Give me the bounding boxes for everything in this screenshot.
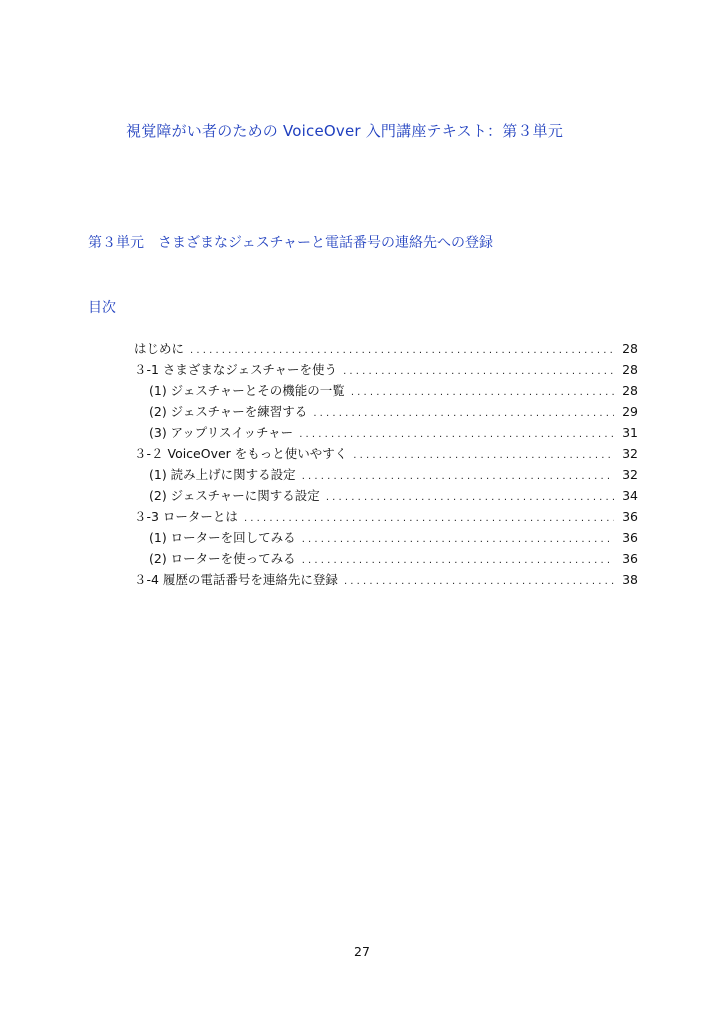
toc-entry[interactable] [134, 423, 638, 444]
toc-entry[interactable] [134, 528, 638, 549]
toc-entry-page: 36 [622, 530, 638, 545]
toc-entry-label: ３-２ VoiceOver をもっと使いやすく [134, 446, 348, 461]
toc-leader-dots [302, 534, 614, 545]
toc-entry-page: 29 [622, 404, 638, 419]
toc-leader-dots [353, 450, 614, 461]
toc-entry-page: 32 [622, 467, 638, 482]
toc-entry[interactable] [134, 570, 638, 591]
toc-leader-dots [244, 513, 614, 524]
toc-entry-label: ３-3 ローターとは [134, 509, 238, 524]
toc-leader-dots [302, 555, 614, 566]
toc-entry-label: はじめに [134, 341, 185, 356]
toc-entry-label: (1) ジェスチャーとその機能の一覧 [149, 383, 345, 398]
toc-entry-label: (1) ローターを回してみる [149, 530, 296, 545]
toc-entry-label: (2) ローターを使ってみる [149, 551, 296, 566]
toc-heading: 目次 [88, 300, 116, 316]
toc-leader-dots [344, 576, 614, 587]
toc-entry-page: 28 [622, 362, 638, 377]
toc-entry[interactable] [134, 360, 638, 381]
toc-entry-page: 36 [622, 509, 638, 524]
toc-entry[interactable] [134, 444, 638, 465]
page-number: 27 [354, 944, 370, 959]
toc-entry-page: 31 [622, 425, 638, 440]
toc-entry-page: 28 [622, 383, 638, 398]
toc-entry-page: 38 [622, 572, 638, 587]
toc-entry-page: 36 [622, 551, 638, 566]
toc-entry-label: (2) ジェスチャーを練習する [149, 404, 308, 419]
toc-entry[interactable] [134, 507, 638, 528]
toc-leader-dots [302, 471, 614, 482]
toc-leader-dots [326, 492, 614, 503]
toc-leader-dots [299, 429, 614, 440]
table-of-contents [134, 339, 638, 591]
toc-entry[interactable] [134, 402, 638, 423]
unit-heading: 第３単元 さまざまなジェスチャーと電話番号の連絡先への登録 [88, 235, 494, 251]
toc-entry[interactable] [134, 549, 638, 570]
toc-entry-page: 34 [622, 488, 638, 503]
toc-entry[interactable] [134, 465, 638, 486]
toc-leader-dots [313, 408, 614, 419]
document-title: 視覚障がい者のための VoiceOver 入門講座テキスト：第３単元 [126, 122, 564, 140]
toc-entry[interactable] [134, 381, 638, 402]
toc-leader-dots [190, 345, 614, 356]
toc-leader-dots [343, 366, 614, 377]
toc-entry-label: (1) 読み上げに関する設定 [149, 467, 296, 482]
toc-entry-page: 32 [622, 446, 638, 461]
toc-entry-page: 28 [622, 341, 638, 356]
toc-entry-label: ３-1 さまざまなジェスチャーを使う [134, 362, 338, 377]
toc-entry[interactable] [134, 486, 638, 507]
toc-entry-label: ３-4 履歴の電話番号を連絡先に登録 [134, 572, 338, 587]
toc-entry-label: (2) ジェスチャーに関する設定 [149, 488, 320, 503]
toc-leader-dots [351, 387, 614, 398]
toc-entry[interactable] [134, 339, 638, 360]
toc-entry-label: (3) アップリスイッチャー [149, 425, 294, 440]
